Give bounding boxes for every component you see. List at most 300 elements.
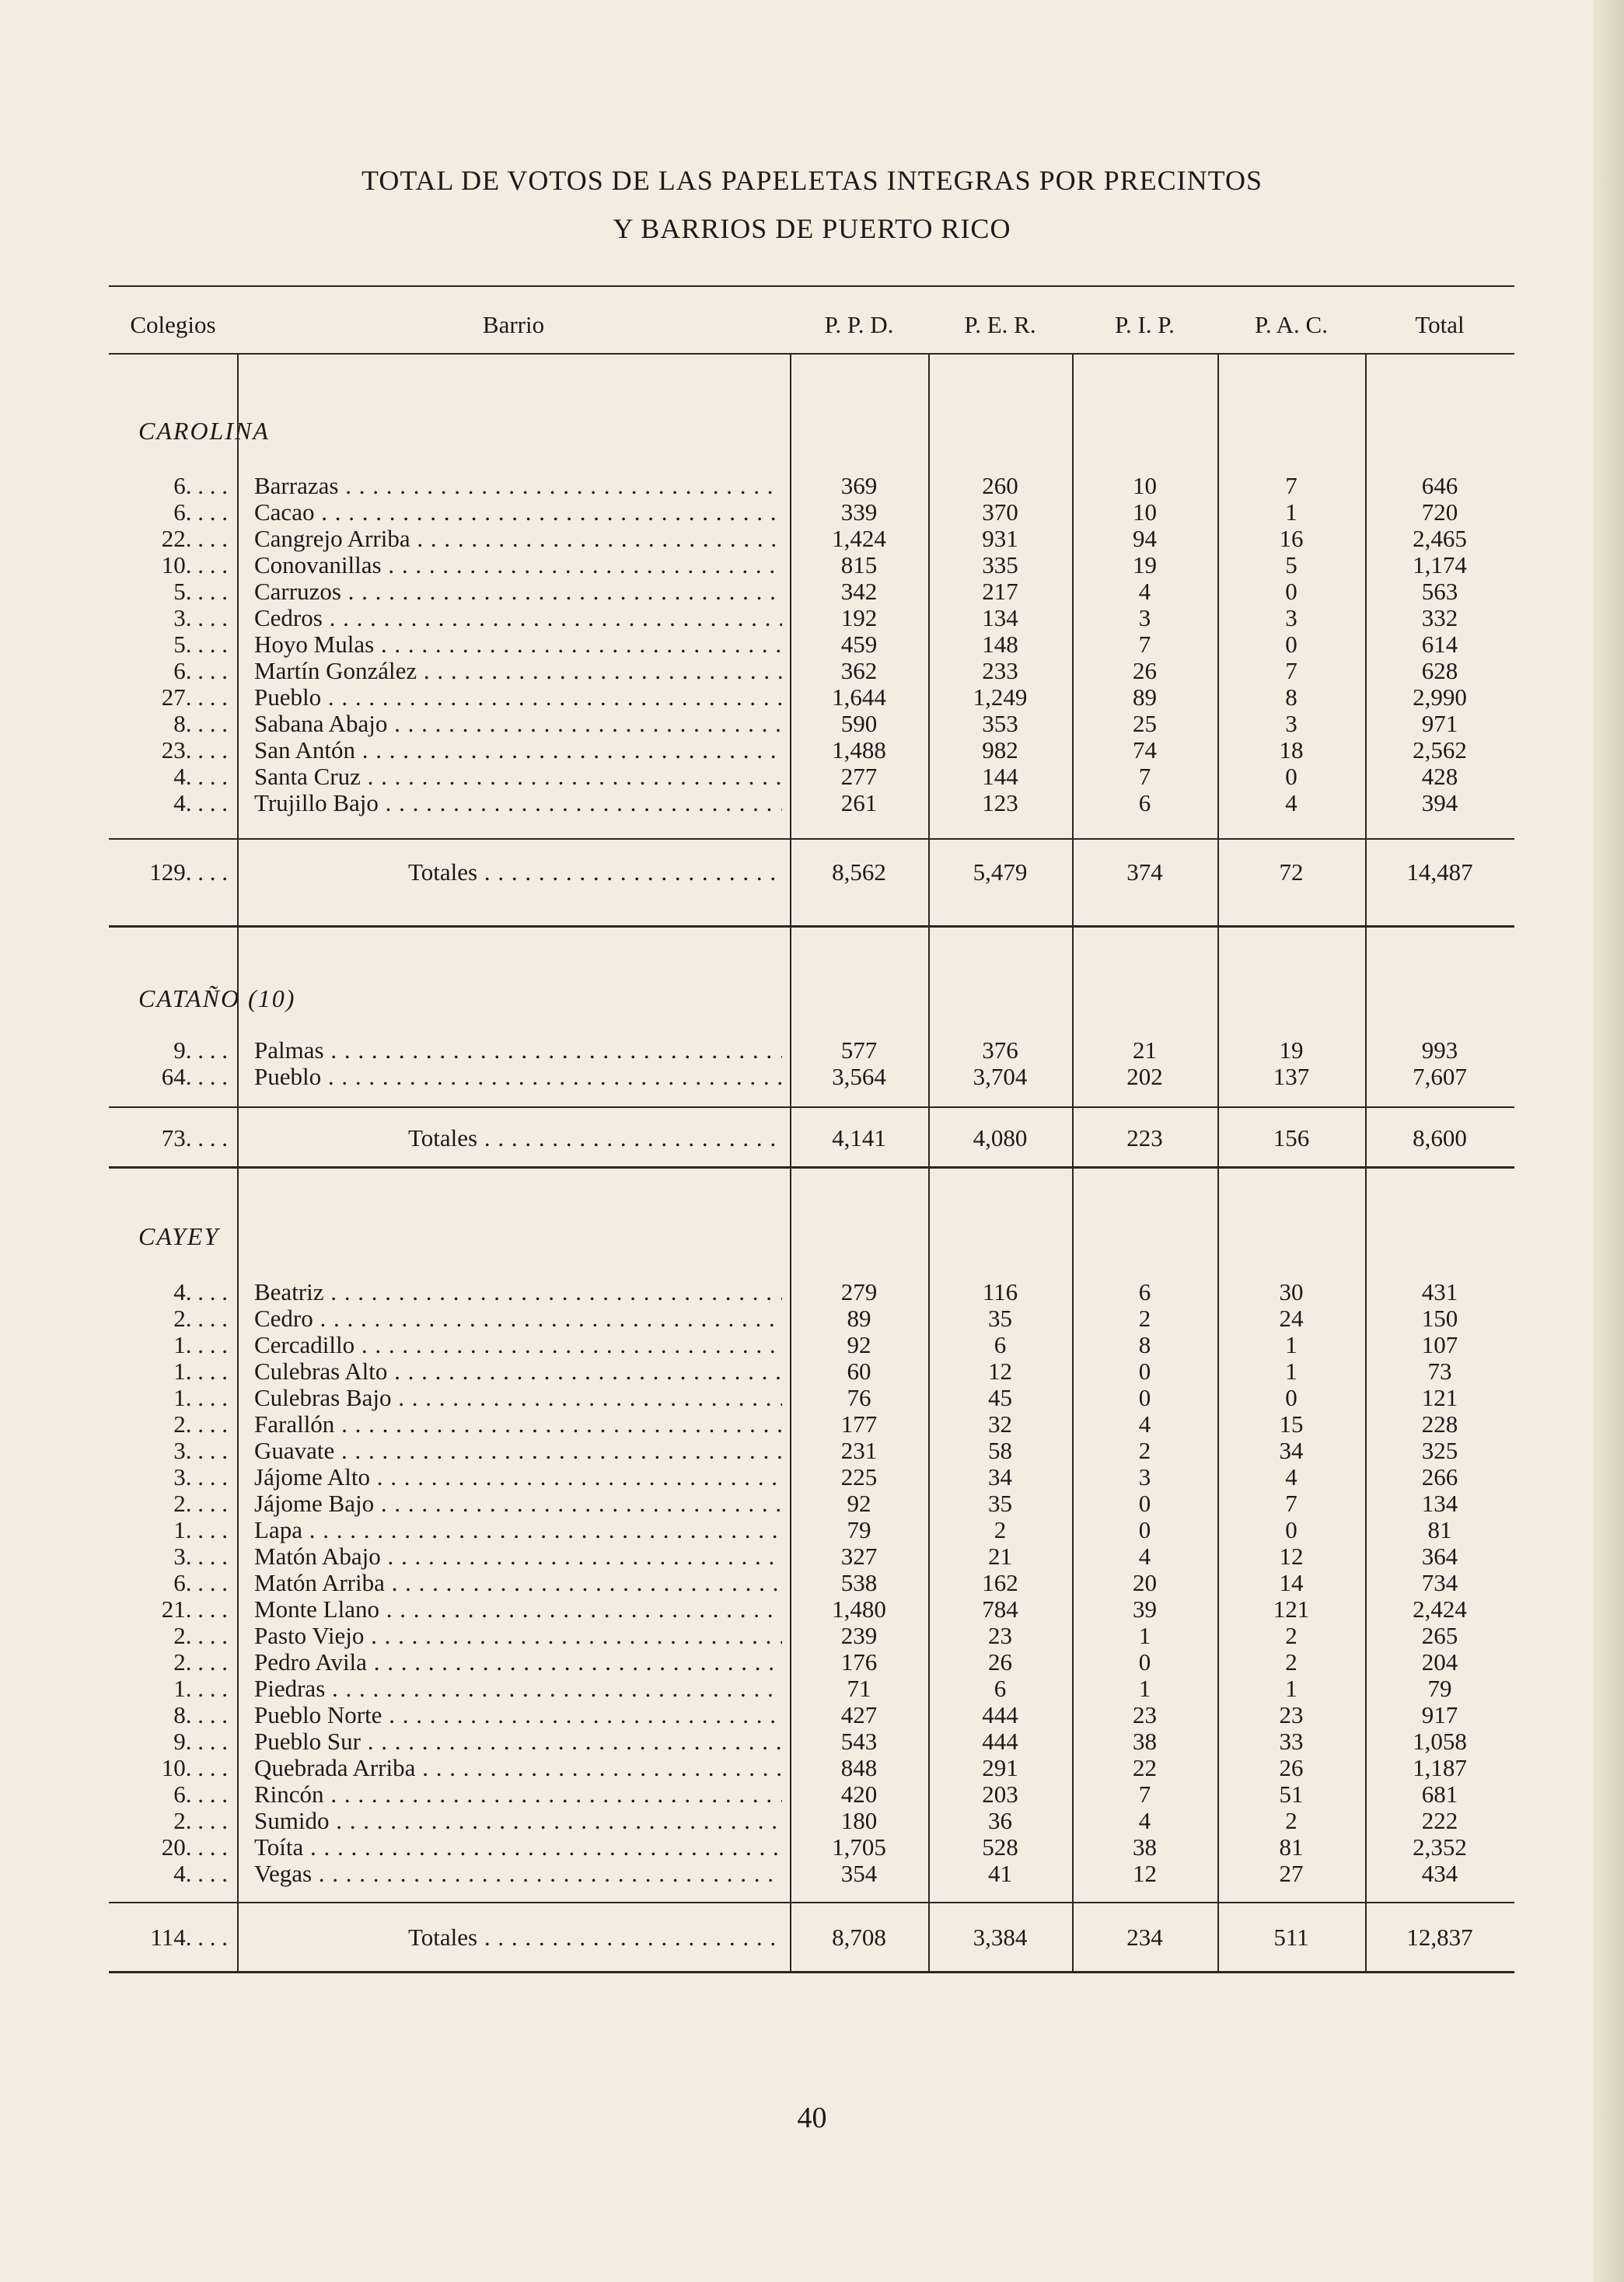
pip-cell: 6 [1138,1278,1151,1305]
per-cell: 21 [988,1543,1012,1570]
ppd-cell: 277 [840,763,878,790]
total-cell: 2,465 [1413,525,1467,552]
colegios-cell: 9. . . . [173,1728,228,1755]
colegios-cell: 22. . . . [161,525,228,552]
pip-cell: 4 [1138,1410,1151,1438]
pip-cell: 19 [1133,551,1157,578]
total-cell: 7,607 [1413,1063,1467,1090]
barrio-cell: Jájome Bajo . . . [254,1490,782,1517]
total-cell: 1,187 [1413,1754,1467,1781]
barrio-cell: Farallón . . . [254,1411,782,1438]
total-cell: 394 [1421,789,1458,816]
per-cell: 23 [988,1622,1012,1649]
pip-cell: 8 [1138,1331,1151,1358]
pip-cell: 0 [1138,1358,1151,1385]
pac-cell: 7 [1285,472,1297,499]
section-name: CAROLINA [138,417,270,445]
total-cell: 681 [1421,1781,1458,1808]
barrio-cell: Culebras Bajo . . . [254,1385,782,1411]
barrio-cell: Vegas . . . [254,1861,782,1887]
colegios-cell: 4. . . . [173,763,228,790]
colegios-cell: 1. . . . [173,1384,228,1411]
colegios-cell: 4. . . . [173,789,228,816]
pac-cell: 4 [1285,789,1297,816]
pac-cell: 26 [1279,1754,1304,1781]
per-cell: 41 [988,1860,1012,1887]
per-cell: 36 [988,1807,1012,1834]
colegios-cell: 21. . . . [161,1595,228,1623]
colegios-cell: 64. . . . [161,1063,228,1090]
colegios-cell: 23. . . . [161,736,228,764]
per-cell: 144 [982,763,1018,790]
totals-rule [109,1106,1514,1108]
header-ppd: P. P. D. [824,311,894,338]
barrio-cell: Piedras . . . [254,1676,782,1702]
table-top-rule [109,285,1514,287]
barrio-cell: Lapa . . . [254,1517,782,1543]
pac-cell: 2 [1285,1622,1297,1649]
ppd-cell: 327 [840,1543,878,1570]
pip-cell: 4 [1138,578,1151,605]
pac-cell: 34 [1279,1437,1304,1464]
ppd-cell: 239 [840,1622,878,1649]
barrio-cell: Guavate . . . [254,1438,782,1464]
total-cell: 1,174 [1413,551,1467,578]
barrio-cell: Barrazas . . . [254,473,782,499]
ppd-cell: 848 [840,1754,878,1781]
section-bottom-rule [109,925,1514,928]
pip-cell: 20 [1133,1569,1157,1596]
total-cell: 134 [1421,1490,1458,1517]
total-cell: 332 [1421,604,1458,631]
pac-cell: 24 [1279,1305,1304,1332]
section-title [138,417,270,446]
pac-cell: 19 [1279,1036,1304,1064]
pac-cell: 0 [1285,578,1297,605]
per-cell: 444 [982,1728,1018,1755]
per-cell: 982 [982,736,1018,764]
colegios-cell: 6. . . . [173,498,228,526]
ppd-cell: 577 [840,1036,878,1064]
colegios-cell: 6. . . . [173,472,228,499]
ppd-cell: 176 [840,1648,878,1676]
ppd-cell: 177 [840,1410,878,1438]
colegios-cell: 2. . . . [173,1648,228,1676]
pac-cell: 0 [1285,763,1297,790]
pac-cell: 16 [1279,525,1304,552]
pip-cell: 74 [1133,736,1157,764]
barrio-cell: Matón Abajo . . . [254,1543,782,1570]
colegios-cell: 2. . . . [173,1622,228,1649]
ppd-cell: 231 [840,1437,878,1464]
colegios-cell: 3. . . . [173,1543,228,1570]
per-cell: 32 [988,1410,1012,1438]
ppd-cell: 362 [840,657,878,684]
pip-cell: 10 [1133,472,1157,499]
totals-total: 8,600 [1413,1124,1467,1151]
colegios-cell: 9. . . . [173,1036,228,1064]
per-cell: 353 [982,710,1018,737]
barrio-cell: Sumido . . . [254,1808,782,1834]
ppd-cell: 427 [840,1701,878,1728]
ppd-cell: 1,424 [832,525,886,552]
pac-cell: 15 [1279,1410,1304,1438]
pac-cell: 8 [1285,683,1297,711]
pip-cell: 3 [1138,1463,1151,1490]
ppd-cell: 3,564 [832,1063,886,1090]
pip-cell: 23 [1133,1701,1157,1728]
pac-cell: 18 [1279,736,1304,764]
barrio-cell: Carruzos . . . [254,578,782,605]
per-cell: 58 [988,1437,1012,1464]
pac-cell: 23 [1279,1701,1304,1728]
per-cell: 203 [982,1781,1018,1808]
barrio-cell: Pueblo Norte . . . [254,1702,782,1728]
ppd-cell: 1,644 [832,683,886,711]
pac-cell: 81 [1279,1833,1304,1861]
ppd-cell: 543 [840,1728,878,1755]
per-cell: 1,249 [973,683,1028,711]
per-cell: 784 [982,1595,1018,1623]
per-cell: 35 [988,1490,1012,1517]
ppd-cell: 89 [847,1305,871,1332]
pip-cell: 38 [1133,1728,1157,1755]
pip-cell: 1 [1138,1675,1151,1702]
colegios-cell: 6. . . . [173,657,228,684]
total-cell: 107 [1421,1331,1458,1358]
ppd-cell: 354 [840,1860,878,1887]
pac-cell: 0 [1285,631,1297,658]
pac-cell: 5 [1285,551,1297,578]
ppd-cell: 180 [840,1807,878,1834]
totals-rule [109,838,1514,840]
ppd-cell: 79 [847,1516,871,1543]
per-cell: 123 [982,789,1018,816]
barrio-cell: Matón Arriba . . . [254,1570,782,1596]
column-divider [237,1166,239,1971]
pac-cell: 33 [1279,1728,1304,1755]
total-cell: 204 [1421,1648,1458,1676]
totals-pac: 156 [1273,1124,1310,1151]
pip-cell: 4 [1138,1807,1151,1834]
ppd-cell: 71 [847,1675,871,1702]
totals-total: 12,837 [1406,1924,1473,1951]
total-cell: 2,562 [1413,736,1467,764]
total-cell: 431 [1421,1278,1458,1305]
barrio-cell: Beatriz . . . [254,1279,782,1305]
pac-cell: 137 [1273,1063,1310,1090]
pac-cell: 1 [1285,498,1297,526]
total-cell: 614 [1421,631,1458,658]
barrio-cell: Rincón . . . [254,1781,782,1808]
totals-pac: 72 [1279,858,1304,886]
per-cell: 291 [982,1754,1018,1781]
page-edge [1594,0,1624,2282]
ppd-cell: 261 [840,789,878,816]
pac-cell: 27 [1279,1860,1304,1887]
ppd-cell: 1,705 [832,1833,886,1861]
total-cell: 79 [1427,1675,1452,1702]
per-cell: 528 [982,1833,1018,1861]
total-cell: 364 [1421,1543,1458,1570]
barrio-cell: Toíta . . . [254,1834,782,1861]
per-cell: 260 [982,472,1018,499]
barrio-cell: Pueblo Sur . . . [254,1728,782,1755]
ppd-cell: 60 [847,1358,871,1385]
colegios-cell: 6. . . . [173,1781,228,1808]
barrio-cell: Jájome Alto . . . [254,1464,782,1490]
pip-cell: 6 [1138,789,1151,816]
barrio-cell: Hoyo Mulas . . . [254,631,782,658]
colegios-cell: 5. . . . [173,631,228,658]
pac-cell: 4 [1285,1463,1297,1490]
total-cell: 2,424 [1413,1595,1467,1623]
barrio-cell: Monte Llano . . . [254,1596,782,1623]
colegios-cell: 3. . . . [173,604,228,631]
ppd-cell: 420 [840,1781,878,1808]
per-cell: 6 [994,1675,1007,1702]
barrio-cell: Pueblo . . . [254,1064,782,1090]
header-bottom-rule [109,353,1514,355]
total-cell: 150 [1421,1305,1458,1332]
ppd-cell: 369 [840,472,878,499]
pip-cell: 2 [1138,1305,1151,1332]
totals-label: Totales . . . [408,1924,782,1951]
ppd-cell: 815 [840,551,878,578]
total-cell: 325 [1421,1437,1458,1464]
total-cell: 121 [1421,1384,1458,1411]
colegios-cell: 1. . . . [173,1358,228,1385]
pip-cell: 3 [1138,604,1151,631]
total-cell: 720 [1421,498,1458,526]
pip-cell: 1 [1138,1622,1151,1649]
pip-cell: 25 [1133,710,1157,737]
colegios-cell: 2. . . . [173,1410,228,1438]
total-cell: 1,058 [1413,1728,1467,1755]
ppd-cell: 590 [840,710,878,737]
colegios-cell: 6. . . . [173,1569,228,1596]
colegios-cell: 3. . . . [173,1463,228,1490]
totals-per: 3,384 [973,1924,1028,1951]
totals-per: 4,080 [973,1124,1028,1151]
totals-pip: 234 [1126,1924,1163,1951]
ppd-cell: 339 [840,498,878,526]
totals-colegios: 129. . . . [149,858,228,886]
barrio-cell: Pedro Avila . . . [254,1649,782,1676]
colegios-cell: 8. . . . [173,710,228,737]
barrio-cell: Cercadillo . . . [254,1332,782,1358]
total-cell: 265 [1421,1622,1458,1649]
colegios-cell: 4. . . . [173,1860,228,1887]
pip-cell: 4 [1138,1543,1151,1570]
colegios-cell: 1. . . . [173,1516,228,1543]
totals-colegios: 114. . . . [150,1924,228,1951]
pip-cell: 94 [1133,525,1157,552]
barrio-cell: Pasto Viejo . . . [254,1623,782,1649]
ppd-cell: 1,488 [832,736,886,764]
pip-cell: 7 [1138,1781,1151,1808]
header-pac: P. A. C. [1255,311,1328,338]
pip-cell: 22 [1133,1754,1157,1781]
ppd-cell: 342 [840,578,878,605]
pip-cell: 39 [1133,1595,1157,1623]
barrio-cell: Martín González . . . [254,658,782,684]
total-cell: 81 [1427,1516,1452,1543]
per-cell: 34 [988,1463,1012,1490]
totals-ppd: 8,562 [832,858,886,886]
per-cell: 12 [988,1358,1012,1385]
column-divider [237,925,239,1166]
per-cell: 444 [982,1701,1018,1728]
pac-cell: 12 [1279,1543,1304,1570]
ppd-cell: 538 [840,1569,878,1596]
colegios-cell: 2. . . . [173,1490,228,1517]
per-cell: 335 [982,551,1018,578]
total-cell: 971 [1421,710,1458,737]
total-cell: 993 [1421,1036,1458,1064]
total-cell: 73 [1427,1358,1452,1385]
pac-cell: 2 [1285,1807,1297,1834]
header-barrio: Barrio [482,311,545,338]
ppd-cell: 92 [847,1331,871,1358]
total-cell: 222 [1421,1807,1458,1834]
total-cell: 734 [1421,1569,1458,1596]
pac-cell: 1 [1285,1675,1297,1702]
barrio-cell: Sabana Abajo . . . [254,711,782,737]
per-cell: 931 [982,525,1018,552]
ppd-cell: 1,480 [832,1595,886,1623]
page-number: 40 [797,2102,827,2134]
per-cell: 134 [982,604,1018,631]
section-title [138,1222,219,1251]
pip-cell: 7 [1138,763,1151,790]
colegios-cell: 27. . . . [161,683,228,711]
pip-cell: 10 [1133,498,1157,526]
header-total: Total [1415,311,1465,338]
colegios-cell: 10. . . . [161,1754,228,1781]
pip-cell: 2 [1138,1437,1151,1464]
totals-label: Totales . . . [408,859,782,886]
barrio-cell: Quebrada Arriba . . . [254,1755,782,1781]
per-cell: 3,704 [973,1063,1028,1090]
per-cell: 233 [982,657,1018,684]
ppd-cell: 92 [847,1490,871,1517]
pac-cell: 0 [1285,1516,1297,1543]
ppd-cell: 279 [840,1278,878,1305]
pip-cell: 38 [1133,1833,1157,1861]
barrio-cell: Cangrejo Arriba . . . [254,526,782,552]
barrio-cell: Cedros . . . [254,605,782,631]
total-cell: 228 [1421,1410,1458,1438]
section-name: CATAÑO [138,984,241,1012]
totals-pac: 511 [1273,1924,1309,1951]
section-note: (10) [248,984,296,1012]
ppd-cell: 459 [840,631,878,658]
total-cell: 2,990 [1413,683,1467,711]
per-cell: 35 [988,1305,1012,1332]
per-cell: 45 [988,1384,1012,1411]
barrio-cell: Santa Cruz . . . [254,764,782,790]
pip-cell: 7 [1138,631,1151,658]
pac-cell: 2 [1285,1648,1297,1676]
totals-ppd: 8,708 [832,1924,886,1951]
ppd-cell: 192 [840,604,878,631]
colegios-cell: 20. . . . [161,1833,228,1861]
total-cell: 646 [1421,472,1458,499]
barrio-cell: Culebras Alto . . . [254,1358,782,1385]
per-cell: 148 [982,631,1018,658]
barrio-cell: San Antón . . . [254,737,782,764]
pac-cell: 0 [1285,1384,1297,1411]
totals-ppd: 4,141 [832,1124,886,1151]
pip-cell: 12 [1133,1860,1157,1887]
pac-cell: 3 [1285,604,1297,631]
ppd-cell: 76 [847,1384,871,1411]
pac-cell: 51 [1279,1781,1304,1808]
colegios-cell: 2. . . . [173,1305,228,1332]
pac-cell: 14 [1279,1569,1304,1596]
totals-colegios: 73. . . . [161,1124,228,1151]
colegios-cell: 10. . . . [161,551,228,578]
barrio-cell: Cedro . . . [254,1305,782,1332]
per-cell: 6 [994,1331,1007,1358]
colegios-cell: 4. . . . [173,1278,228,1305]
header-per: P. E. R. [964,311,1036,338]
page-subtitle: Y BARRIOS DE PUERTO RICO [613,213,1011,244]
section-bottom-rule [109,1166,1514,1169]
per-cell: 376 [982,1036,1018,1064]
pac-cell: 7 [1285,1490,1297,1517]
section-title [138,984,295,1013]
totals-pip: 374 [1126,858,1163,886]
pac-cell: 121 [1273,1595,1310,1623]
pac-cell: 30 [1279,1278,1304,1305]
colegios-cell: 1. . . . [173,1331,228,1358]
per-cell: 217 [982,578,1018,605]
total-cell: 428 [1421,763,1458,790]
per-cell: 116 [982,1278,1018,1305]
totals-pip: 223 [1126,1124,1163,1151]
total-cell: 266 [1421,1463,1458,1490]
header-pip: P. I. P. [1115,311,1175,338]
totals-rule [109,1902,1514,1903]
per-cell: 370 [982,498,1018,526]
pac-cell: 7 [1285,657,1297,684]
colegios-cell: 3. . . . [173,1437,228,1464]
section-bottom-rule [109,1971,1514,1973]
pip-cell: 202 [1126,1063,1163,1090]
total-cell: 563 [1421,578,1458,605]
pac-cell: 1 [1285,1358,1297,1385]
pip-cell: 0 [1138,1648,1151,1676]
barrio-cell: Cacao . . . [254,499,782,526]
colegios-cell: 1. . . . [173,1675,228,1702]
page-title: TOTAL DE VOTOS DE LAS PAPELETAS INTEGRAS POR PRECINTOS [361,165,1263,196]
barrio-cell: Trujillo Bajo . . . [254,790,782,816]
barrio-cell: Conovanillas . . . [254,552,782,578]
totals-label: Totales . . . [408,1125,782,1151]
colegios-cell: 2. . . . [173,1807,228,1834]
total-cell: 628 [1421,657,1458,684]
per-cell: 2 [994,1516,1007,1543]
barrio-cell: Pueblo . . . [254,684,782,711]
total-cell: 434 [1421,1860,1458,1887]
barrio-cell: Palmas . . . [254,1037,782,1064]
pip-cell: 21 [1133,1036,1157,1064]
ppd-cell: 225 [840,1463,878,1490]
total-cell: 917 [1421,1701,1458,1728]
section-name: CAYEY [138,1222,220,1250]
